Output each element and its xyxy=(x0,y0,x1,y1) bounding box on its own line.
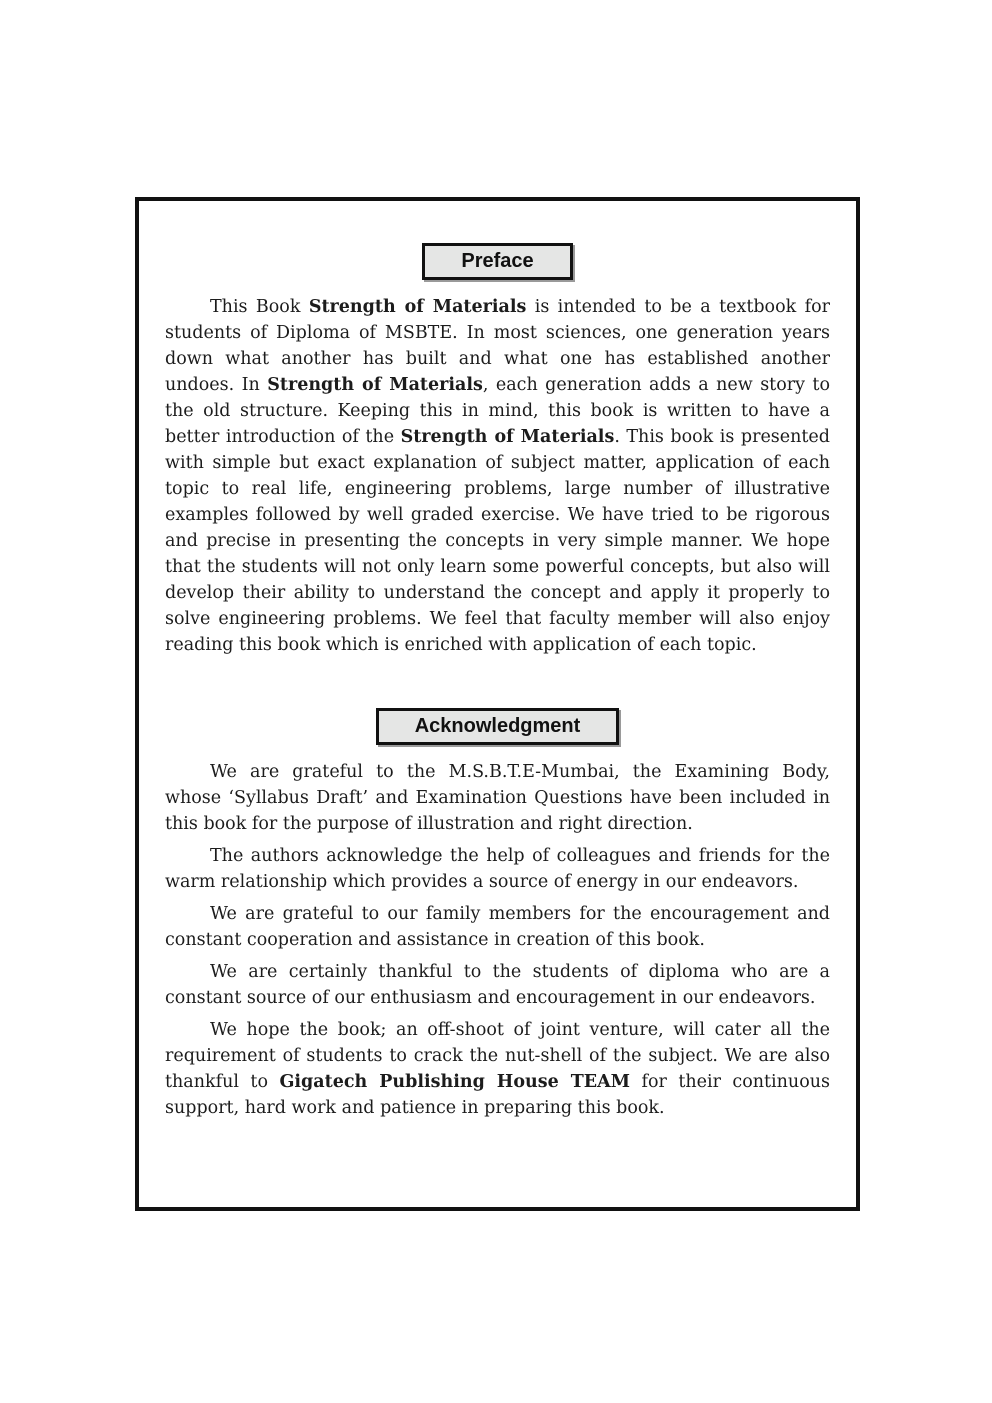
preface-heading: Preface xyxy=(461,250,534,272)
acknowledgment-paragraph-5: We hope the book; an off-shoot of joint venture, will cater all the requirement of students to crack the nut-shell of the subject. We are also thankful to Gigatech Publishing House TEAM for their continuous support, hard work and patience in preparing this book. xyxy=(165,1020,830,1118)
page-border-frame xyxy=(135,197,860,1211)
acknowledgment-paragraph-3: We are grateful to our family members for the encouragement and constant cooperation and assistance in creation of this book. xyxy=(165,904,830,950)
acknowledgment-paragraph-4: We are certainly thankful to the students of diploma who are a constant source of our enthusiasm and encouragement in our endeavors. xyxy=(165,962,830,1008)
acknowledgment-heading: Acknowledgment xyxy=(414,715,581,737)
preface-heading-box xyxy=(422,243,572,280)
acknowledgment-heading-box xyxy=(376,708,620,745)
page-content xyxy=(139,201,856,1121)
acknowledgment-paragraph-1: We are grateful to the M.S.B.T.E-Mumbai, the Examining Body, whose ‘Syllabus Draft’ and Examination Questions have been included in this book for the purpose of illustration and right direction. xyxy=(165,762,830,834)
preface-paragraph: This Book Strength of Materials is intended to be a textbook for students of Diploma of MSBTE. In most sciences, one generation years down what another has built and what one has established another undoes. In Strength of Materials, each generation adds a new story to the old structure. Keeping this in mind, this book is written to have a better introduction of the Strength of Materials. This book is presented with simple but exact explanation of subject matter, application of each topic to real life, engineering problems, large number of illustrative examples followed by well graded exercise. We have tried to be rigorous and precise in presenting the concepts in very simple manner. We hope that the students will not only learn some powerful concepts, but also will develop their ability to understand the concept and apply it properly to solve engineering problems. We feel that faculty member will also enjoy reading this book which is enriched with application of each topic. xyxy=(165,297,831,655)
acknowledgment-paragraph-2: The authors acknowledge the help of colleagues and friends for the warm relationship which provides a source of energy in our endeavors. xyxy=(165,846,830,892)
